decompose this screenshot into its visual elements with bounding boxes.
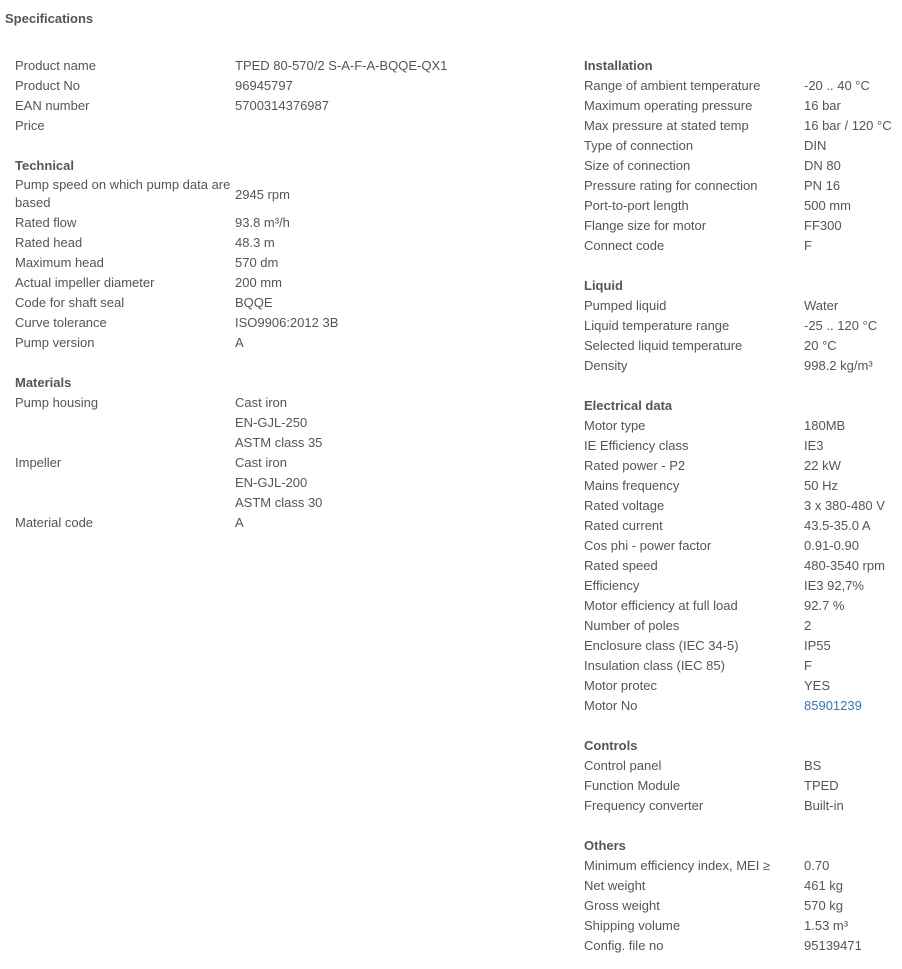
spec-value: 92.7 % <box>804 598 845 613</box>
spec-value: F <box>804 238 812 253</box>
spec-value-line: EN-GJL-200 <box>235 475 308 490</box>
spec-label: Number of poles <box>584 618 680 633</box>
spec-row-price <box>15 116 555 136</box>
spec-row <box>584 596 902 616</box>
spec-value: DN 80 <box>804 158 841 173</box>
spec-label: Motor No <box>584 698 638 713</box>
spec-value: 43.5-35.0 A <box>804 518 871 533</box>
spec-value <box>235 393 555 453</box>
spec-row-material-code <box>15 513 555 533</box>
spec-row <box>584 136 902 156</box>
spec-row-maximum-head <box>15 253 555 273</box>
spec-row <box>584 116 902 136</box>
specs-right-column <box>584 56 902 956</box>
spec-label: Rated power - P2 <box>584 458 686 473</box>
spec-row <box>584 556 902 576</box>
spec-row <box>584 356 902 376</box>
spec-value: 93.8 m³/h <box>235 215 290 230</box>
spec-label: Material code <box>15 515 94 530</box>
spec-value: -20 .. 40 °C <box>804 78 870 93</box>
spec-value-line: ASTM class 30 <box>235 495 323 510</box>
spec-value: A <box>235 335 244 350</box>
spec-value: 200 mm <box>235 275 282 290</box>
spec-value: 3 x 380-480 V <box>804 498 885 513</box>
spec-value: 180MB <box>804 418 846 433</box>
spec-row <box>584 496 902 516</box>
spec-label: Control panel <box>584 758 662 773</box>
spec-row-pump-speed <box>15 176 555 213</box>
spec-label: IE Efficiency class <box>584 438 689 453</box>
spec-row <box>584 756 902 776</box>
spec-label: Rated speed <box>584 558 658 573</box>
spec-value: 570 kg <box>804 898 844 913</box>
spec-row-shaft-seal <box>15 293 555 313</box>
spec-value: BQQE <box>235 295 273 310</box>
spec-row <box>584 176 902 196</box>
spec-value: 0.91-0.90 <box>804 538 859 553</box>
spec-row <box>584 476 902 496</box>
spec-value: 5700314376987 <box>235 98 329 113</box>
spec-label: Product No <box>15 78 81 93</box>
spec-value: 0.70 <box>804 858 830 873</box>
spec-value <box>235 116 555 136</box>
spec-value: 998.2 kg/m³ <box>804 358 873 373</box>
spec-label: Actual impeller diameter <box>15 275 155 290</box>
spec-value: 20 °C <box>804 338 837 353</box>
spec-value: PN 16 <box>804 178 841 193</box>
spec-row <box>584 536 902 556</box>
spec-row <box>584 676 902 696</box>
spec-value: IE3 <box>804 438 824 453</box>
spec-label: Price <box>15 118 45 133</box>
spec-label: Pumped liquid <box>584 298 667 313</box>
spec-value: 96945797 <box>235 78 293 93</box>
spec-value: DIN <box>804 138 827 153</box>
spec-value: 2 <box>804 618 812 633</box>
spec-row <box>584 616 902 636</box>
spec-label: Cos phi - power factor <box>584 538 712 553</box>
spec-value: 48.3 m <box>235 235 275 250</box>
spec-value: 480-3540 rpm <box>804 558 885 573</box>
spec-label: Code for shaft seal <box>15 295 125 310</box>
spec-value: Water <box>804 298 839 313</box>
spec-value: YES <box>804 678 831 693</box>
spec-label: Pressure rating for connection <box>584 178 758 193</box>
spec-label: Config. file no <box>584 938 664 953</box>
spec-label: Motor protec <box>584 678 657 693</box>
spec-row <box>584 316 902 336</box>
spec-label: Maximum head <box>15 255 104 270</box>
spec-value: 95139471 <box>804 938 862 953</box>
spec-label: Liquid temperature range <box>584 318 730 333</box>
spec-row <box>584 516 902 536</box>
spec-row <box>584 336 902 356</box>
spec-label: Net weight <box>584 878 646 893</box>
spec-value: 2945 rpm <box>235 186 290 202</box>
spec-label: Enclosure class (IEC 34-5) <box>584 638 739 653</box>
spec-value: 570 dm <box>235 255 279 270</box>
spec-label: Minimum efficiency index, MEI ≥ <box>584 858 771 873</box>
spec-row <box>584 416 902 436</box>
spec-row <box>584 456 902 476</box>
spec-value-line: EN-GJL-250 <box>235 415 308 430</box>
spec-label: Function Module <box>584 778 681 793</box>
spec-row <box>584 236 902 256</box>
spec-value: 16 bar <box>804 98 841 113</box>
page-title: Specifications <box>5 11 94 26</box>
spec-label: Product name <box>15 58 96 73</box>
section-heading-liquid: Liquid <box>584 278 623 293</box>
spec-row-motor-no <box>584 696 902 716</box>
spec-row <box>584 896 902 916</box>
spec-row <box>584 576 902 596</box>
spec-value: 50 Hz <box>804 478 838 493</box>
spec-value: 22 kW <box>804 458 841 473</box>
spec-row-rated-flow <box>15 213 555 233</box>
motor-no-link[interactable]: 85901239 <box>804 698 862 713</box>
spec-label: Mains frequency <box>584 478 680 493</box>
spec-row-ean <box>15 96 555 116</box>
spec-value: BS <box>804 758 822 773</box>
spec-row-product-no <box>15 76 555 96</box>
spec-value: ISO9906:2012 3B <box>235 315 339 330</box>
spec-row <box>584 96 902 116</box>
spec-label: Range of ambient temperature <box>584 78 761 93</box>
spec-label: Curve tolerance <box>15 315 107 330</box>
spec-row-pump-version <box>15 333 555 353</box>
section-heading-materials: Materials <box>15 375 72 390</box>
spec-value: TPED <box>804 778 839 793</box>
spec-row <box>584 196 902 216</box>
spec-label: Connect code <box>584 238 665 253</box>
spec-row <box>584 936 902 956</box>
spec-value <box>235 453 555 513</box>
spec-row <box>584 216 902 236</box>
spec-value: 1.53 m³ <box>804 918 849 933</box>
spec-value: IE3 92,7% <box>804 578 864 593</box>
section-heading-electrical: Electrical data <box>584 398 673 413</box>
spec-label: Motor type <box>584 418 646 433</box>
spec-label: Shipping volume <box>584 918 681 933</box>
spec-row-rated-head <box>15 233 555 253</box>
spec-label: Rated head <box>15 235 83 250</box>
spec-label: Rated voltage <box>584 498 665 513</box>
spec-label: Flange size for motor <box>584 218 707 233</box>
spec-row <box>584 636 902 656</box>
spec-label: Motor efficiency at full load <box>584 598 738 613</box>
spec-row-product-name <box>15 56 555 76</box>
spec-label: Density <box>584 358 628 373</box>
spec-value: -25 .. 120 °C <box>804 318 878 333</box>
spec-label: Size of connection <box>584 158 691 173</box>
spec-label: EAN number <box>15 98 90 113</box>
spec-row-impeller <box>15 453 555 513</box>
spec-value: Built-in <box>804 798 844 813</box>
spec-value-line: Cast iron <box>235 455 288 470</box>
spec-row <box>584 76 902 96</box>
spec-label: Rated current <box>584 518 663 533</box>
spec-row <box>584 296 902 316</box>
spec-label: Pump housing <box>15 395 99 410</box>
specs-left-column <box>15 56 555 533</box>
spec-row <box>584 856 902 876</box>
spec-value-line: ASTM class 35 <box>235 435 323 450</box>
spec-value: F <box>804 658 812 673</box>
spec-value: 16 bar / 120 °C <box>804 118 892 133</box>
section-heading-technical: Technical <box>15 158 75 173</box>
spec-label: Gross weight <box>584 898 660 913</box>
spec-value: 461 kg <box>804 878 844 893</box>
spec-row <box>584 796 902 816</box>
spec-value: FF300 <box>804 218 842 233</box>
spec-label: Selected liquid temperature <box>584 338 743 353</box>
spec-label: Maximum operating pressure <box>584 98 753 113</box>
spec-row <box>584 436 902 456</box>
spec-value: TPED 80-570/2 S-A-F-A-BQQE-QX1 <box>235 58 448 73</box>
spec-value: 500 mm <box>804 198 851 213</box>
section-heading-others: Others <box>584 838 626 853</box>
spec-label: Type of connection <box>584 138 694 153</box>
spec-row <box>584 656 902 676</box>
spec-row <box>584 776 902 796</box>
spec-row-pump-housing <box>15 393 555 453</box>
spec-label: Max pressure at stated temp <box>584 118 749 133</box>
spec-label: Efficiency <box>584 578 640 593</box>
spec-value: A <box>235 515 244 530</box>
spec-label: Impeller <box>15 455 62 470</box>
spec-value-line: Cast iron <box>235 395 288 410</box>
spec-row-impeller-diameter <box>15 273 555 293</box>
spec-label: Pump version <box>15 335 95 350</box>
spec-row <box>584 876 902 896</box>
spec-row <box>584 156 902 176</box>
spec-value: IP55 <box>804 638 831 653</box>
spec-row <box>584 916 902 936</box>
spec-label: Insulation class (IEC 85) <box>584 658 725 673</box>
spec-label: Pump speed on which pump data are based <box>15 177 231 210</box>
section-heading-controls: Controls <box>584 738 638 753</box>
spec-row-curve-tolerance <box>15 313 555 333</box>
spec-label: Rated flow <box>15 215 77 230</box>
spec-label: Frequency converter <box>584 798 704 813</box>
section-heading-installation: Installation <box>584 58 653 73</box>
spec-label: Port-to-port length <box>584 198 689 213</box>
